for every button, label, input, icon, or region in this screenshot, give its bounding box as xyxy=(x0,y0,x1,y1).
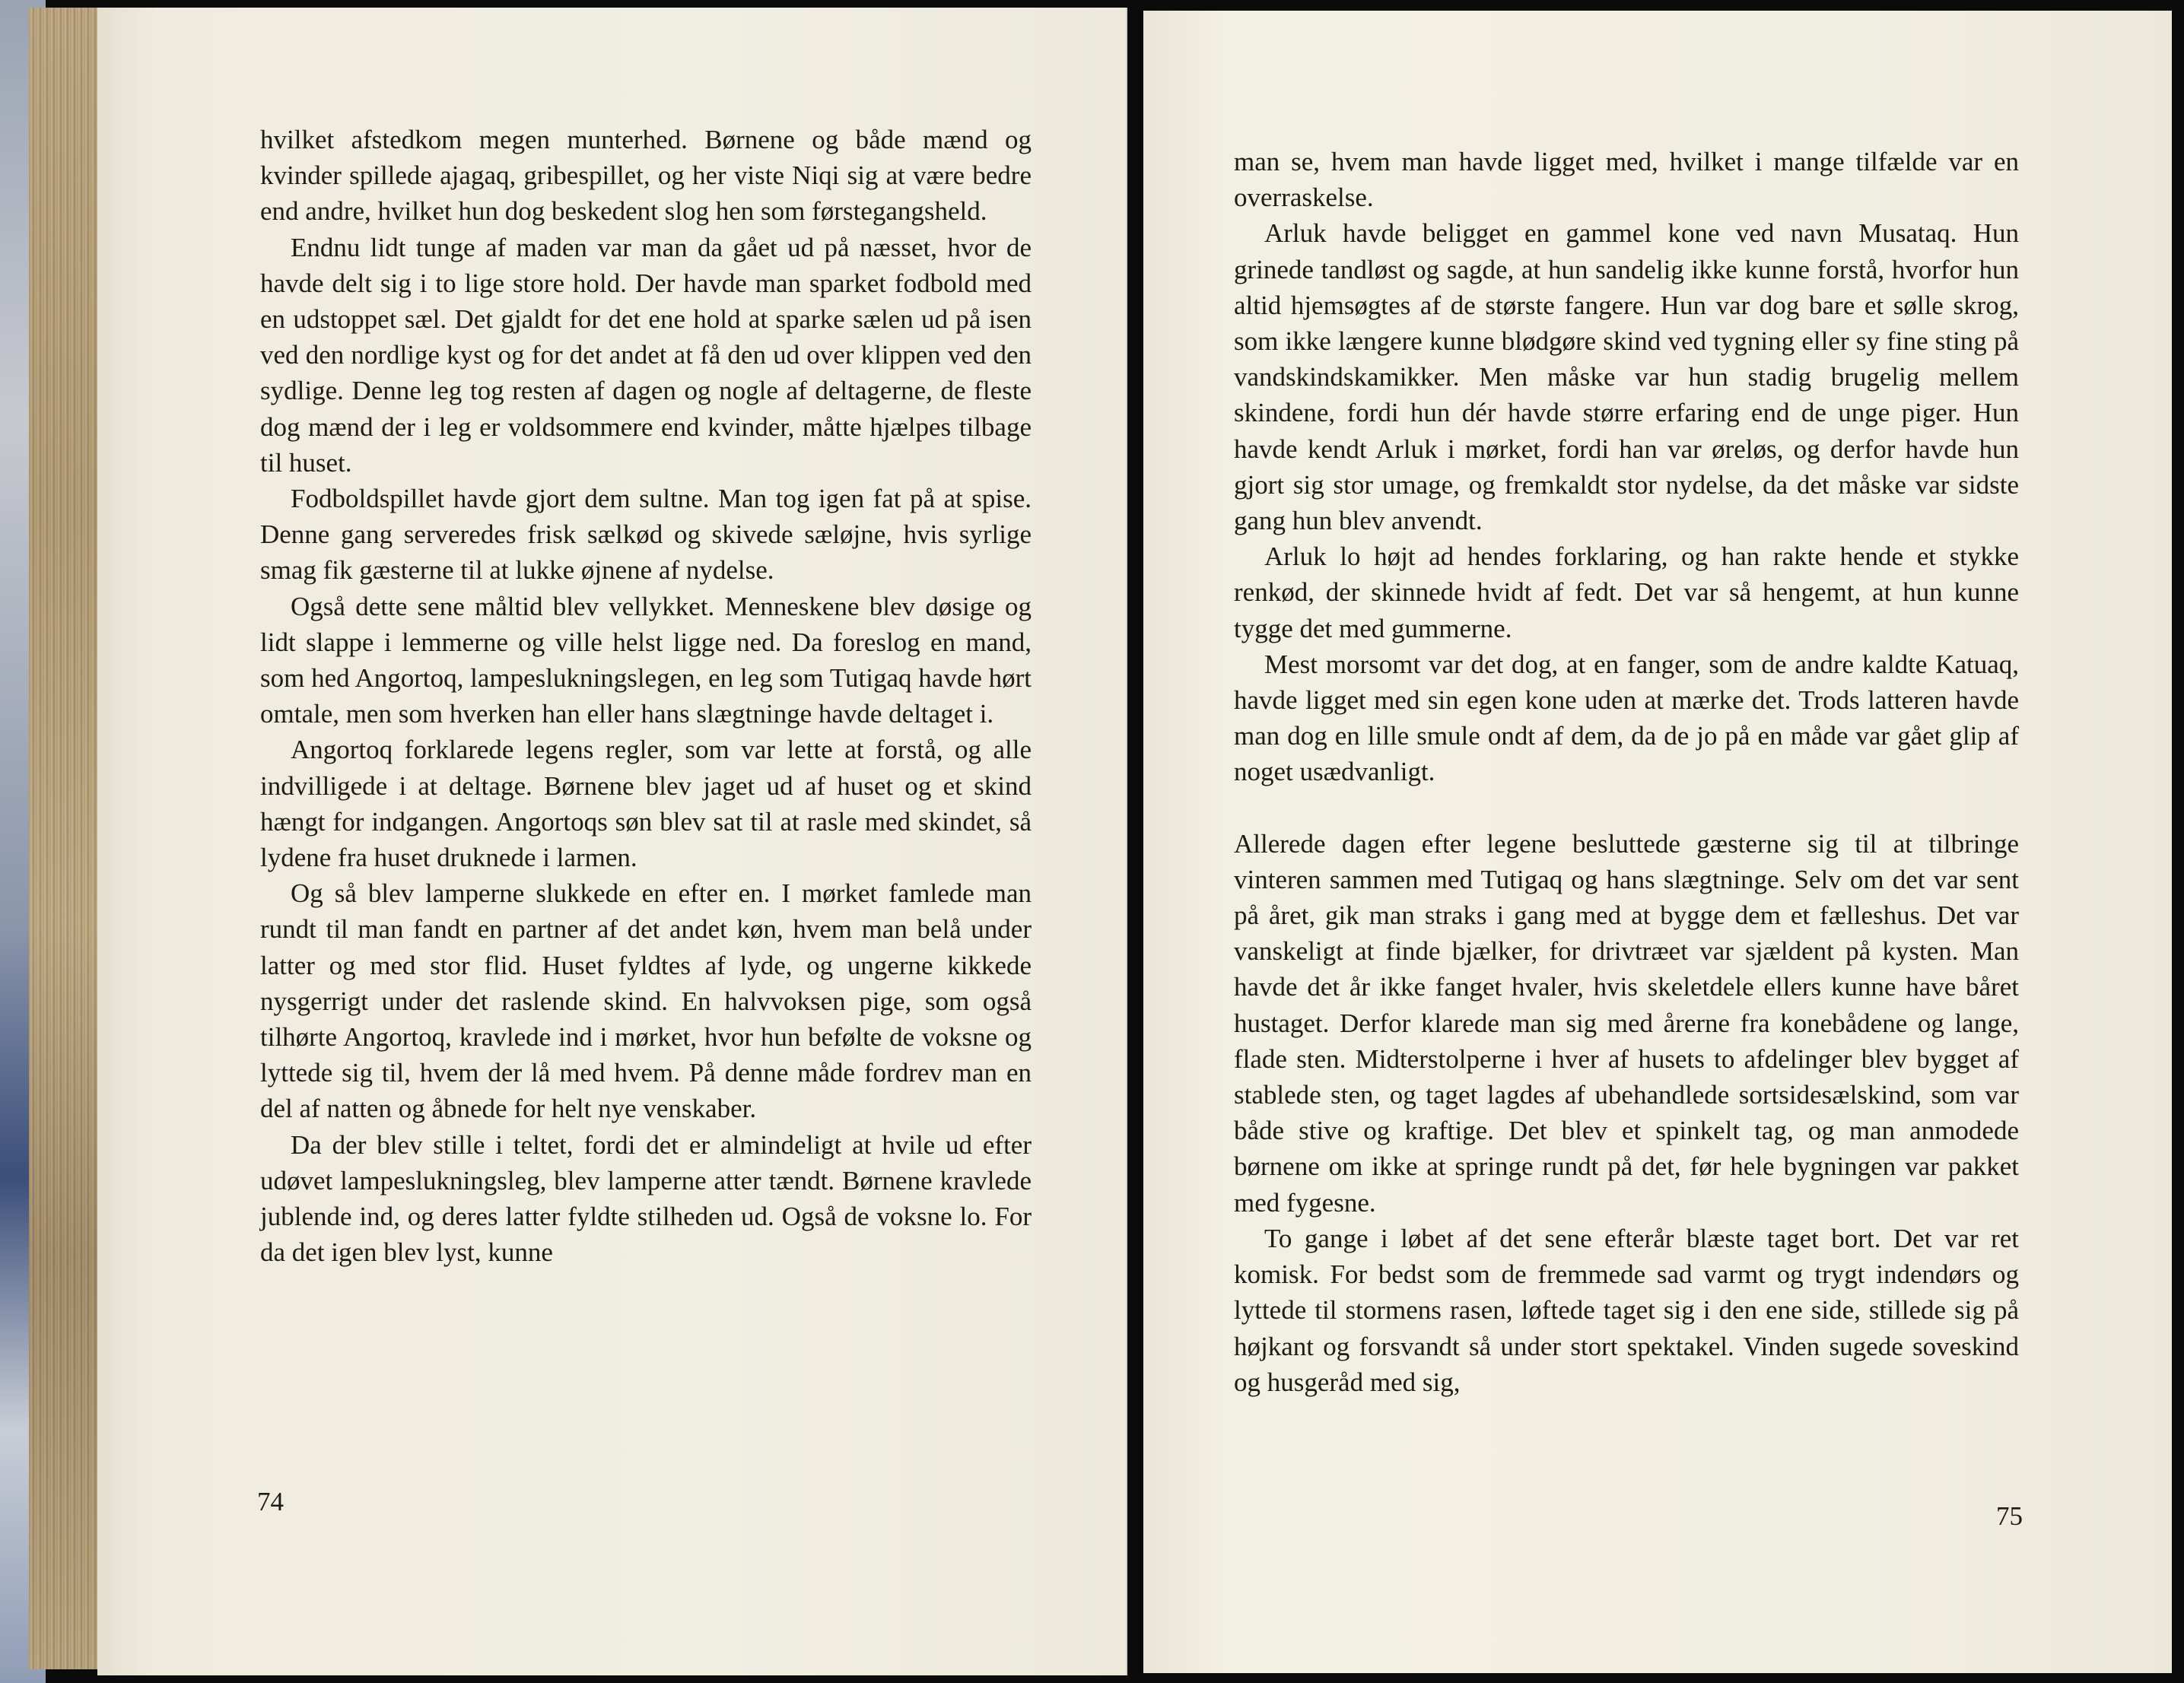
book-spine xyxy=(29,8,100,1669)
left-page-number: 74 xyxy=(257,1487,284,1516)
left-paragraph-5: Angortoq forklarede legens regler, som var lette at forstå, og alle indvilligede i at deltage. Børnene blev jaget ud af huset og et skind hængt for indgangen. Angortoqs søn blev sat til at rasle med skindet, så lydene fra huset druknede i larmen. xyxy=(260,735,1032,873)
right-paragraph-4: Mest morsomt var det dog, at en fanger, som de andre kaldte Katuaq, havde ligget med sin egen kone uden at mærke det. Trods latteren havde man dog en lille smule ondt af dem, da de jo på en måde var gået glip af noget usædvanligt. xyxy=(1234,649,2019,787)
right-paragraph-1: man se, hvem man havde ligget med, hvilket i mange tilfælde var en overraskelse. xyxy=(1234,147,2019,213)
left-page xyxy=(97,8,1127,1675)
left-paragraph-6: Og så blev lamperne slukkede en efter en. I mørket famlede man rundt til man fandt en partner af det andet køn, hvem man belå under latter og med stor flid. Huset fyldtes af lyde, og ungerne kikkede nysgerrigt under det raslende skind. En halvvoksen pige, som også tilhørte Angortoq, kravlede ind i mørket, hvor hun befølte de voksne og lyttede sig til, hvem der lå med hvem. På denne måde fordrev man en del af natten og åbnede for helt nye venskaber. xyxy=(260,878,1032,1124)
left-paragraph-1: hvilket afstedkom megen munterhed. Børnene og både mænd og kvinder spillede ajagaq, gribespillet, og her viste Niqi sig at være bedre end andre, hvilket hun dog beskedent slog hen som førstegangsheld. xyxy=(260,125,1032,227)
left-paragraph-3: Fodboldspillet havde gjort dem sultne. Man tog igen fat på at spise. Denne gang serveredes frisk sælkød og skivede sæløjne, hvis syrlige smag fik gæsterne til at lukke øjnene af nydelse. xyxy=(260,484,1032,586)
right-paragraph-5: Allerede dagen efter legene besluttede gæsterne sig til at tilbringe vinteren sammen med Tutigaq og hans slægtninge. Selv om det var sent på året, gik man straks i gang med at bygge dem et fælleshus. Det var vanskeligt at finde bjælker, for drivtræet var sjældent på kysten. Man havde det år ikke fanget hvaler, hvis skeletdele ellers kunne have båret hustaget. Derfor klarede man sig med årerne fra konebådene og lange, flade sten. Midterstolperne i hver af husets to afdelinger blev bygget af stablede sten, og taget lagdes af ubehandlede sortsidesælskind, som var både stive og kraftige. Det blev et spinkelt tag, og man anmodede børnene om ikke at springe rundt på det, før hele bygningen var pakket med fygesne. xyxy=(1234,828,2019,1218)
right-paragraph-6: To gange i løbet af det sene efterår blæste taget bort. Det var ret komisk. For bedst som de fremmede sad varmt og trygt indendørs og lyttede til stormens rasen, løftede taget sig i den ene side, stillede sig på højkant og forsvandt så under stort spektakel. Vinden sugede soveskind og husgeråd med sig, xyxy=(1234,1223,2019,1397)
left-page-text xyxy=(260,122,1032,1271)
left-paragraph-2: Endnu lidt tunge af maden var man da gået ud på næsset, hvor de havde delt sig i to lige store hold. Der havde man sparket fodbold med en udstoppet sæl. Det gjaldt for det ene hold at sparke sælen ud på isen ved den nordlige kyst og for det andet at få den ud over klippen ved den sydlige. Denne leg tog resten af dagen og nogle af deltagerne, de fleste dog mænd der i leg er voldsommere end kvinder, måtte hjælpes tilbage til huset. xyxy=(260,232,1032,478)
right-page xyxy=(1143,11,2172,1673)
left-paragraph-7: Da der blev stille i teltet, fordi det er almindeligt at hvile ud efter udøvet lampeslukningsleg, blev lamperne atter tændt. Børnene kravlede jublende ind, og deres latter fyldte stilheden ud. Også de voksne lo. For da det igen blev lyst, kunne xyxy=(260,1129,1032,1268)
left-paragraph-4: Også dette sene måltid blev vellykket. Menneskene blev døsige og lidt slappe i lemmerne og ville helst ligge ned. Da foreslog en mand, som hed Angortoq, lampeslukningslegen, en leg som Tutigaq havde hørt omtale, men som hverken han eller hans slægtninge havde deltaget i. xyxy=(260,591,1032,729)
right-paragraph-2: Arluk havde beligget en gammel kone ved navn Musataq. Hun grinede tandløst og sagde, at hun sandelig ikke kunne forstå, hvorfor hun altid hjemsøgtes af de største fangere. Hun var dog bare et sølle skrog, som ikke længere kunne blødgøre skind ved tygning eller sy fine sting på vandskindskamikker. Men måske var hun stadig brugelig mellem skindene, fordi hun dér havde større erfaring end de unge piger. Hun havde kendt Arluk i mørket, fordi han var øreløs, og derfor havde hun gjort sig stor umage, og fremkaldt stor nydelse, da det måske var sidste gang hun blev anvendt. xyxy=(1234,218,2019,536)
right-paragraph-3: Arluk lo højt ad hendes forklaring, og han rakte hende et stykke renkød, der skinnede hvidt af fedt. Det var så hengemt, at hun kunne tygge det med gummerne. xyxy=(1234,541,2019,643)
right-page-text xyxy=(1234,144,2019,1400)
right-page-number: 75 xyxy=(1996,1501,2023,1531)
